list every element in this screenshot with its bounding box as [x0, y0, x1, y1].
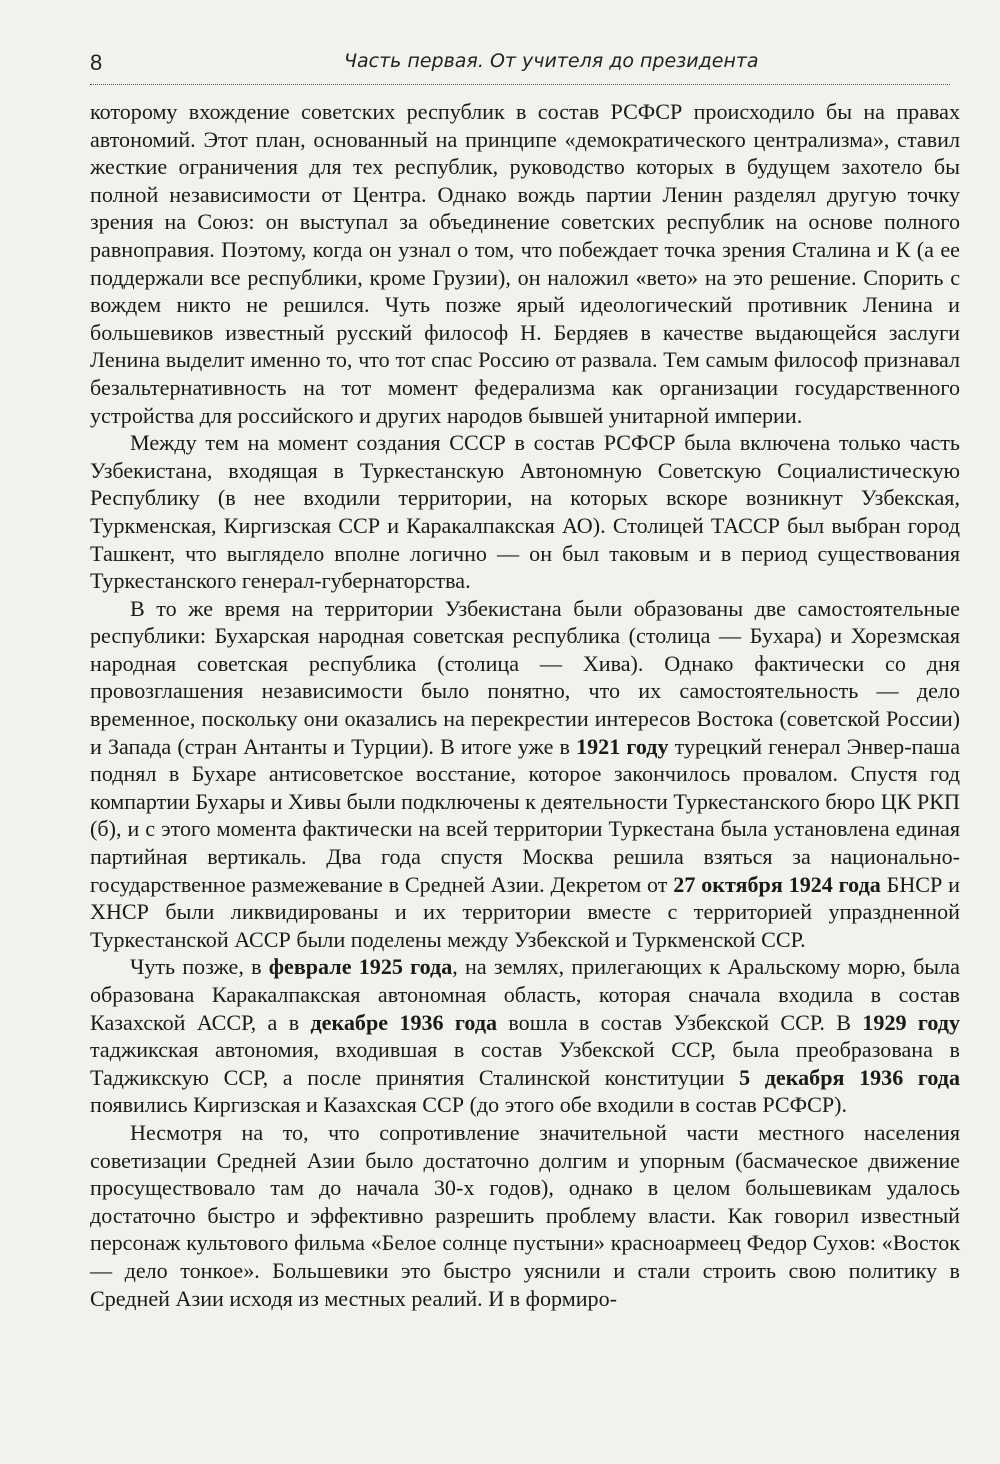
bold-date: 27 октября 1924 года: [673, 871, 881, 897]
text-segment: появились Киргизская и Казахская ССР (до этого обе входили в состав РСФСР).: [90, 1092, 848, 1118]
bold-date: 5 декабря 1936 года: [739, 1064, 960, 1090]
text-segment: Чуть позже, в: [130, 954, 269, 980]
text-segment: , на землях, прилегающих к Аральскому морю, была образована Каракалпакская автономная область, которая сначала входила в состав Казахской АССР, а в: [90, 954, 960, 1035]
bold-date: декабре 1936 года: [310, 1009, 498, 1035]
paragraph: [90, 953, 960, 1119]
paragraph: [90, 98, 960, 429]
text-segment: вошла в состав Узбекской ССР. В: [497, 1009, 863, 1035]
running-header: [90, 44, 950, 85]
text-segment: таджикская автономия, входившая в состав Узбекской ССР, была преобразована в Таджикскую ССР, а после принятия Сталинской конституции: [90, 1037, 960, 1090]
body-text: [90, 98, 960, 1312]
text-segment: Несмотря на то, что сопротивление значительной части местного населения советизации Средней Азии было достаточно долгим и упорным (басмаческое движение просуществовало там до начала 30-х годов), однако в целом большевикам удалось достаточно быстро и эффективно разрешить проблему власти. Как говорил известный персонаж культового фильма «Белое солнце пустыни» красноармеец Федор Сухов: «Восток — дело тонкое». Большевики это быстро уяснили и стали строить свою политику в Средней Азии исходя из местных реалий. И в формиро-: [90, 1119, 960, 1311]
bold-date: 1929 году: [862, 1009, 960, 1035]
paragraph: [90, 1119, 960, 1312]
text-segment: В то же время на территории Узбекистана были образованы две самостоятельные республики: Бухарская народная советская республика (столица — Бухара) и Хорезмская народная советская республика (столица — Хива). Однако фактически со дня провозглашения независимости было понятно, что их самостоятельность — дело временное, поскольку они оказались на перекрестии интересов Востока (советской России) и Запада (стран Антанты и Турции). В итоге уже в: [90, 595, 960, 759]
text-segment: турецкий генерал Энвер-паша поднял в Бухаре антисоветское восстание, которое закончилось провалом. Спустя год компартии Бухары и Хивы были подключены к деятельности Туркестанского бюро ЦК РКП (б), и с этого момента фактически на всей территории Туркестана была установлена единая партийная вертикаль. Два года спустя Москва решила взяться за национально-государственное размежевание в Средней Азии. Декретом от: [90, 733, 960, 897]
bold-date: 1921 году: [576, 733, 669, 759]
page-number: 8: [90, 50, 103, 75]
bold-date: феврале 1925 года: [268, 954, 453, 980]
text-segment: БНСР и ХНСР были ликвидированы и их территории вместе с территорией упраздненной Туркестанской АССР были поделены между Узбекской и Туркменской ССР.: [90, 871, 960, 952]
text-segment: которому вхождение советских республик в состав РСФСР происходило бы на правах автономий. Этот план, основанный на принципе «демократического централизма», ставил жесткие ограничения для тех республик, руководство которых в будущем захотело бы полной независимости от Центра. Однако вождь партии Ленин разделял другую точку зрения на Союз: он выступал за объединение советских республик на основе полного равноправия. Поэтому, когда он узнал о том, что побеждает точка зрения Сталина и К (а ее поддержали все республики, кроме Грузии), он наложил «вето» на это решение. Спорить с вождем никто не решился. Чуть позже ярый идеологический противник Ленина и большевиков известный русский философ Н. Бердяев в качестве выдающейся заслуги Ленина выделит именно то, что тот спас Россию от развала. Тем самым философ признавал безальтернативность на тот момент федерализма как организации государственного устройства для российского и других народов бывшей унитарной империи.: [90, 99, 960, 428]
text-segment: Между тем на момент создания СССР в состав РСФСР была включена только часть Узбекистана, входящая в Туркестанскую Автономную Советскую Социалистическую Республику (в нее входили территории, на которых вскоре возникнут Узбекская, Туркменская, Киргизская ССР и Каракалпакская АО). Столицей ТАССР был выбран город Ташкент, что выглядело вполне логично — он был таковым и в период существования Туркестанского генерал-губернаторства.: [90, 430, 960, 594]
running-title: Часть первая. От учителя до президента: [344, 50, 759, 72]
paragraph: [90, 595, 960, 954]
paragraph: [90, 429, 960, 595]
